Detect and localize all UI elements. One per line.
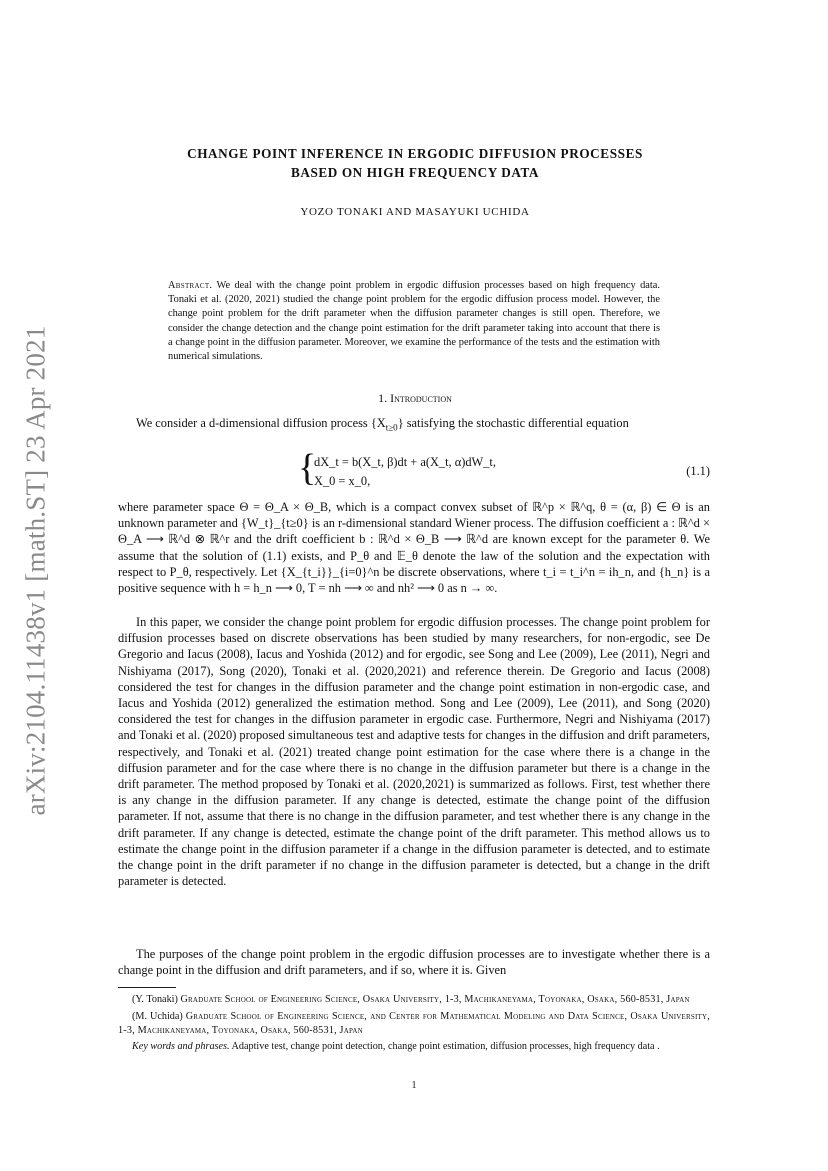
footnote-uchida — [118, 1010, 710, 1038]
title-line-1: CHANGE POINT INFERENCE IN ERGODIC DIFFUSION PROCESSES — [187, 146, 643, 161]
intro-paragraph-2 — [118, 499, 710, 596]
footnote-tonaki — [118, 993, 710, 1007]
footnote-rule — [118, 987, 176, 988]
p4: The purposes of the change point problem in the ergodic diffusion processes are to investigate whether there is a change point in the diffusion and drift parameters, and if so, where it is. Given — [118, 947, 710, 978]
fn1-name: (Y. Tonaki) — [132, 994, 178, 1005]
fn2-name: (M. Uchida) — [132, 1010, 183, 1022]
arxiv-sidebar-stamp — [14, 270, 58, 870]
intro-paragraph-3 — [118, 614, 710, 889]
abstract-label: Abstract. — [168, 280, 213, 291]
fn1-address: Graduate School of Engineering Science, Osaka University, 1-3, Machikaneyama, Toyonaka, Osaka, 560-8531, Japan — [180, 994, 690, 1005]
page-number: 1 — [411, 1080, 417, 1091]
section-number: 1. — [378, 391, 388, 405]
footnote-keywords — [118, 1040, 710, 1054]
equation-number: (1.1) — [686, 464, 710, 478]
title-line-2: BASED ON HIGH FREQUENCY DATA — [290, 165, 540, 180]
equation-line-1: dX_t = b(X_t, β)dt + a(X_t, α)dW_t, — [314, 455, 496, 469]
intro-paragraph-4 — [118, 946, 710, 978]
arxiv-id: arXiv:2104.11438v1 [math.ST] 23 Apr 2021 — [20, 325, 51, 815]
fn2-address: Graduate School of Engineering Science, and Center for Mathematical Modeling and Data Science, Osaka University, 1-3, Machikaneyama, Toyonaka, Osaka, 560-8531, Japan — [118, 1010, 710, 1036]
equation-brace: { — [298, 447, 317, 489]
equation-line-2: X_0 = x_0, — [314, 474, 371, 488]
intro-paragraph-1: We consider a d-dimensional diffusion process $\{X_{t\ge 0}\}$ satisfying the stochastic differential equation — [136, 416, 629, 433]
paper-title — [120, 144, 710, 182]
p3: In this paper, we consider the change point problem for ergodic diffusion processes. The change point problem for diffusion processes based on discrete observations has been studied by many researchers, for non-ergodic, see De Gregorio and Iacus (2008), Iacus and Yoshida (2012) and for ergodic, see Song and Lee (2009), Lee (2011), Negri and Nishiyama (2017), Song (2020), Tonaki et al. (2020,2021) and reference therein. De Gregorio and Iacus (2008) considered the test for changes in the diffusion parameter and the change point estimation in non-ergodic case, and Iacus and Yoshida (2012) generalized the estimation method. Song and Lee (2009), Lee (2011), and Song (2020) considered the test for changes in the diffusion parameter in ergodic case. Furthermore, Negri and Nishiyama (2017) and Tonaki et al. (2020) proposed simultaneous test and adaptive tests for changes in the diffusion and drift parameters, respectively, and Tonaki et al. (2021) treated change point estimation for the case where there is a change in the diffusion parameter and for the case where there is no change in the diffusion parameter but there is a change in the drift parameter. The method proposed by Tonaki et al. (2020,2021) is summarized as follows. First, test whether there is any change in the diffusion parameter. If any change is detected, estimate the change point of the diffusion parameter. If not, assume that there is no change in the diffusion parameter, and test whether there is any change in the drift parameter. If any change is detected, estimate the change point of the drift parameter. This method allows us to estimate the change point in the diffusion parameter if a change in the diffusion parameter is detected, and to estimate the change point in the drift parameter if no change in the diffusion parameter is detected, but a change in the drift parameter is detected. — [118, 615, 710, 889]
keywords-label: Key words and phrases. — [132, 1041, 230, 1053]
abstract-text: We deal with the change point problem in ergodic diffusion processes based on high frequency data. Tonaki et al. (2020, 2021) studied the change point problem for the ergodic diffusion process model. However, the change point problem for the drift parameter when the diffusion parameter changes is still open. Therefore, we consider the change detection and the change point estimation for the drift parameter taking into account that there is a change point in the diffusion parameter. Moreover, we examine the performance of the tests and the estimation with numerical simulations. — [168, 280, 660, 363]
authors: YOZO TONAKI AND MASAYUKI UCHIDA — [300, 206, 530, 218]
footnotes — [118, 993, 710, 1057]
abstract — [168, 279, 660, 364]
p2: where parameter space Θ = Θ_A × Θ_B, which is a compact convex subset of ℝ^p × ℝ^q, θ = (α, β) ∈ Θ is an unknown parameter and {W_t}_{t≥0} is an r-dimensional standard Wiener process. The diffusion coefficient a : ℝ^d × Θ_A ⟶ ℝ^d ⊗ ℝ^r and the drift coefficient b : ℝ^d × Θ_B ⟶ ℝ^d are known except for the parameter θ. We assume that the solution of (1.1) exists, and P_θ and 𝔼_θ denote the law of the solution and the expectation with respect to P_θ, respectively. Let {X_{t_i}}_{i=0}^n be discrete observations, where t_i = t_i^n = ih_n, and {h_n} is a positive sequence with h = h_n ⟶ 0, T = nh ⟶ ∞ and nh² ⟶ 0 as n → ∞. — [118, 500, 710, 596]
section-title: Introduction — [390, 391, 452, 405]
keywords-text: Adaptive test, change point detection, change point estimation, diffusion processes, high frequency data . — [231, 1041, 660, 1053]
p1-part-b: } satisfying the stochastic differential equation — [397, 416, 629, 430]
p1-part-a: We consider a d-dimensional diffusion process {X — [136, 416, 386, 430]
section-heading — [120, 391, 710, 406]
equation-1-1 — [118, 447, 710, 492]
